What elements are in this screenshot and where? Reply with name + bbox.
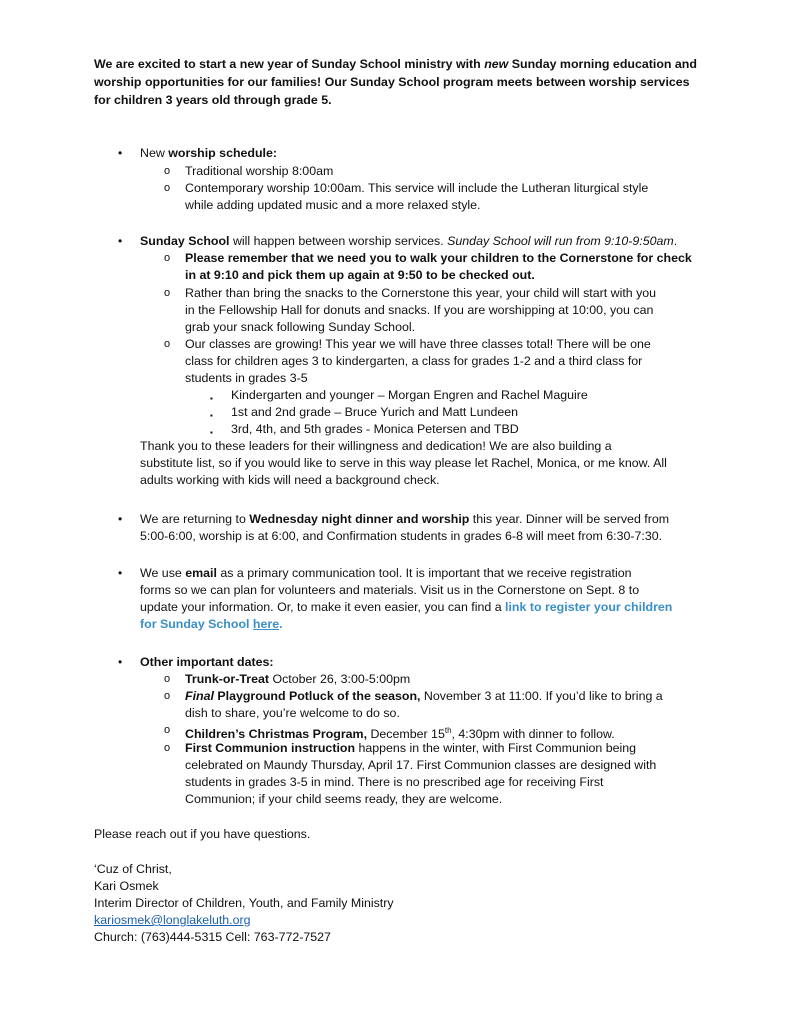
email-b: email (185, 566, 217, 580)
email-bullet: • (118, 566, 123, 580)
sunday-bullet: • (118, 234, 123, 248)
closing-reach: Please reach out if you have questions. (94, 827, 311, 841)
sunday-thanks-2: substitute list, so if you would like to serve in this way please let Rachel, Monica, or me know. All (140, 456, 667, 470)
sunday-thanks-1: Thank you to these leaders for their willingness and dedication! We are also building a (140, 439, 612, 453)
sunday-remember-2: in at 9:10 and pick them up again at 9:50 to be checked out. (185, 268, 535, 282)
trunk-or-treat (185, 671, 410, 688)
potluck-text: November 3 at 11:00. If you’d like to bring a (420, 689, 663, 703)
email-line-4 (140, 616, 283, 633)
intro-l1a: We are excited to start a new year of Sunday School ministry with (94, 57, 485, 71)
sunday-italic: Sunday School will run from 9:10-9:50am (447, 234, 674, 248)
class-square-1: ▪ (210, 394, 213, 403)
worship-heading (140, 145, 277, 162)
sunday-dot: . (673, 234, 678, 248)
dates-circle-4: o (164, 742, 171, 754)
communion-2: celebrated on Maundy Thursday, April 17. First Communion classes are designed with (185, 758, 657, 772)
worship-bullet: • (118, 146, 123, 160)
christmas-sup: th (444, 726, 452, 735)
wednesday-line-1 (140, 511, 669, 528)
email-line-3 (140, 599, 672, 616)
intro-line-3: for children 3 years old through grade 5. (94, 93, 332, 107)
wednesday-a: We are returning to (140, 512, 250, 526)
trunk-text: October 26, 3:00-5:00pm (269, 672, 411, 686)
email-c: as a primary communication tool. It is important that we receive registration (216, 566, 632, 580)
wednesday-c: this year. Dinner will be served from (469, 512, 670, 526)
dates-bullet: • (118, 655, 123, 669)
worship-circle-2: o (164, 182, 171, 194)
wednesday-bullet: • (118, 512, 123, 526)
class-1st-2nd: 1st and 2nd grade – Bruce Yurich and Matt Lundeen (231, 405, 519, 419)
sunday-bold: Sunday School (140, 234, 230, 248)
potluck-bold: Playground Potluck of the season, (213, 689, 421, 703)
closing-email-link[interactable]: kariosmek@longlakeluth.org (94, 913, 251, 927)
email-a: We use (140, 566, 186, 580)
trunk-bold: Trunk-or-Treat (185, 672, 269, 686)
sunday-mid: will happen between worship services. (229, 234, 448, 248)
closing-cuz: ‘Cuz of Christ, (94, 862, 172, 876)
intro-line-2: worship opportunities for our families! Our Sunday School program meets between worship services (94, 75, 690, 89)
potluck-1 (185, 688, 663, 705)
sunday-circle-3: o (164, 338, 171, 350)
sunday-classes-2: class for children ages 3 to kindergarten, a class for grades 1-2 and a third class for (185, 354, 643, 368)
email-end: . (279, 617, 283, 631)
email-line-1 (140, 565, 632, 582)
sunday-remember-1: Please remember that we need you to walk your children to the Cornerstone for check (185, 251, 692, 265)
potluck-2: dish to share, you’re welcome to do so. (185, 706, 400, 720)
intro-line-1 (94, 56, 697, 73)
christmas-text-2: , 4:30pm with dinner to follow. (451, 727, 615, 742)
sunday-circle-2: o (164, 287, 171, 299)
class-square-3: ▪ (210, 428, 213, 437)
dates-circle-3: o (164, 724, 171, 736)
dates-heading: Other important dates: (140, 655, 274, 669)
sunday-classes-1: Our classes are growing! This year we will have three classes total! There will be one (185, 337, 651, 351)
email-l3: update your information. Or, to make it even easier, you can find a (140, 600, 506, 614)
sunday-heading (140, 233, 677, 250)
christmas-text: December 15 (367, 727, 445, 742)
communion-1 (185, 740, 636, 757)
email-line-2: forms so we can plan for volunteers and materials. Visit us in the Cornerstone on Sept. 8 to (140, 583, 640, 597)
dates-circle-1: o (164, 673, 171, 685)
worship-lead-bold: worship schedule: (168, 146, 278, 160)
closing-title: Interim Director of Children, Youth, and Family Ministry (94, 896, 394, 910)
class-3rd-5th: 3rd, 4th, and 5th grades - Monica Petersen and TBD (231, 422, 519, 436)
intro-l1c: Sunday morning education and (508, 57, 697, 71)
sunday-snacks-3: grab your snack following Sunday School. (185, 320, 416, 334)
sunday-snacks-1: Rather than bring the snacks to the Cornerstone this year, your child will start with you (185, 286, 657, 300)
worship-contemporary-2: while adding updated music and a more relaxed style. (185, 198, 481, 212)
intro-l1b: new (484, 57, 509, 71)
worship-contemporary-1: Contemporary worship 10:00am. This service will include the Lutheran liturgical style (185, 181, 649, 195)
class-square-2: ▪ (210, 411, 213, 420)
communion-text: happens in the winter, with First Communion being (355, 741, 637, 755)
dates-circle-2: o (164, 690, 171, 702)
sunday-snacks-2: in the Fellowship Hall for donuts and snacks. If you are worshipping at 10:00, you can (185, 303, 654, 317)
closing-phones: Church: (763)444-5315 Cell: 763-772-7527 (94, 930, 331, 944)
here-link[interactable]: here (252, 617, 280, 631)
worship-lead: New (140, 146, 169, 160)
register-link[interactable]: link to register your children (505, 600, 673, 614)
christmas-bold: Children’s Christmas Program, (185, 727, 368, 742)
closing-name: Kari Osmek (94, 879, 159, 893)
register-link-cont[interactable]: for Sunday School (140, 617, 253, 631)
class-kindergarten: Kindergarten and younger – Morgan Engren and Rachel Maguire (231, 388, 588, 402)
wednesday-b: Wednesday night dinner and worship (249, 512, 470, 526)
worship-circle-1: o (164, 165, 171, 177)
communion-3: students in grades 3-5 in mind. There is no prescribed age for receiving First (185, 775, 604, 789)
sunday-classes-3: students in grades 3-5 (185, 371, 308, 385)
sunday-circle-1: o (164, 252, 171, 264)
potluck-italic: Final (185, 689, 214, 703)
wednesday-line-2: 5:00-6:00, worship is at 6:00, and Confirmation students in grades 6-8 will meet from 6:30-7:30. (140, 529, 663, 543)
worship-traditional: Traditional worship 8:00am (185, 164, 334, 178)
communion-bold: First Communion instruction (185, 741, 356, 755)
communion-4: Communion; if your child seems ready, they are welcome. (185, 792, 503, 806)
sunday-thanks-3: adults working with kids will need a background check. (140, 473, 440, 487)
